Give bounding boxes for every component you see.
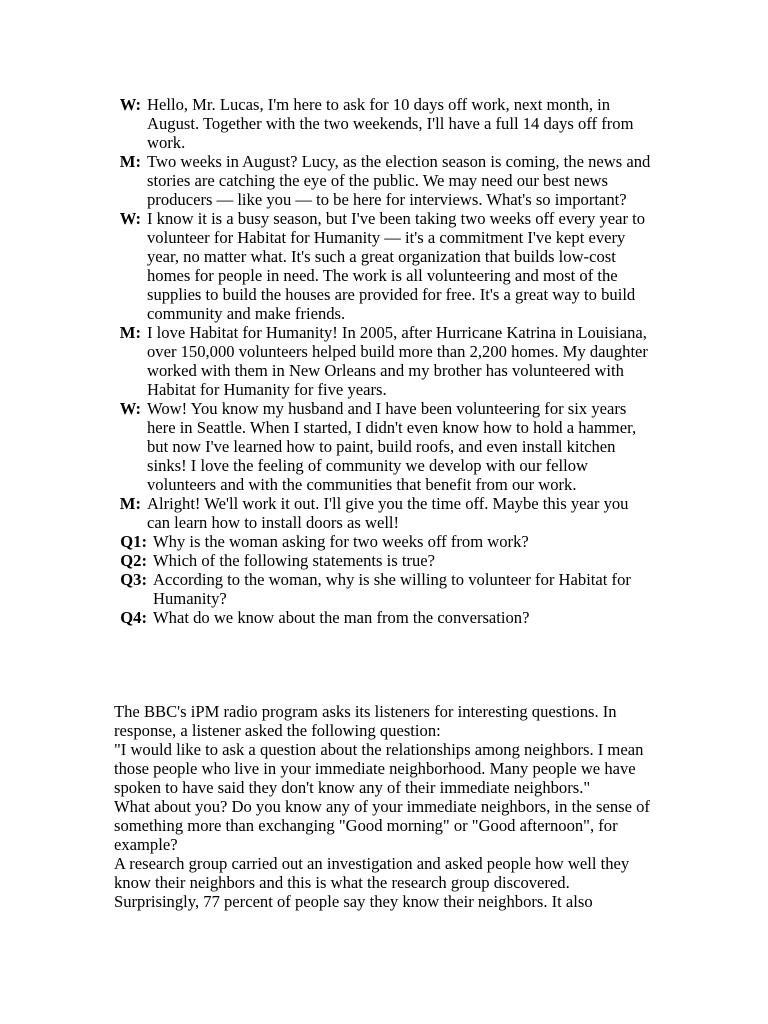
- question-item: [114, 570, 654, 608]
- dialogue-text: I know it is a busy season, but I've been taking two weeks off every year to volunteer for Habitat for Humanity — it's a commitment I've kept every year, no matter what. It's such a great organization that builds low-cost homes for people in need. The work is all volunteering and most of the supplies to build the houses are provided for free. It's a great way to build community and make friends.: [147, 209, 646, 323]
- dialogue-text: I love Habitat for Humanity! In 2005, after Hurricane Katrina in Louisiana, over 150,000 volunteers helped build more than 2,200 homes. My daughter worked with them in New Orleans and my brother has volunteered with Habitat for Humanity for five years.: [147, 323, 648, 399]
- speaker-label: M:: [119, 494, 141, 513]
- dialogue-text: Two weeks in August? Lucy, as the election season is coming, the news and stories are catching the eye of the public. We may need our best news producers — like you — to be here for interviews. What's so important?: [147, 152, 651, 209]
- dialogue-text: Wow! You know my husband and I have been volunteering for six years here in Seattle. When I started, I didn't even know how to hold a hammer, but now I've learned how to paint, build roofs, and even install kitchen sinks! I love the feeling of community we develop with our fellow volunteers and with the communities that benefit from our work.: [147, 399, 637, 494]
- speaker-label: W:: [119, 209, 141, 228]
- speaker-label: M:: [119, 323, 141, 342]
- dialogue-text: Hello, Mr. Lucas, I'm here to ask for 10 days off work, next month, in August. Together with the two weekends, I'll have a full 14 days off from work.: [147, 95, 634, 152]
- dialogue-text: Alright! We'll work it out. I'll give you the time off. Maybe this year you can learn how to install doors as well!: [147, 494, 629, 532]
- speaker-label: W:: [119, 399, 141, 418]
- dialogue-turn: [114, 399, 654, 494]
- question-item: [114, 532, 654, 551]
- passage-paragraph: "I would like to ask a question about the relationships among neighbors. I mean those people who live in your immediate neighborhood. Many people we have spoken to have said they don't know any of their immediate neighbors.": [114, 740, 644, 797]
- dialogue-turn: [114, 152, 654, 209]
- passage-section: [114, 702, 654, 911]
- speaker-label: W:: [119, 95, 141, 114]
- dialogue-turn: [114, 209, 654, 323]
- question-label: Q3:: [120, 570, 147, 589]
- question-label: Q2:: [120, 551, 147, 570]
- dialogue-turn: [114, 95, 654, 152]
- passage-paragraph: What about you? Do you know any of your immediate neighbors, in the sense of something more than exchanging "Good morning" or "Good afternoon", for example?: [114, 797, 650, 854]
- question-label: Q1:: [120, 532, 147, 551]
- question-text: According to the woman, why is she willing to volunteer for Habitat for Humanity?: [153, 570, 631, 608]
- speaker-label: M:: [119, 152, 141, 171]
- question-item: [114, 551, 654, 570]
- question-text: Why is the woman asking for two weeks off from work?: [153, 532, 529, 551]
- question-text: Which of the following statements is true?: [153, 551, 436, 570]
- question-item: [114, 608, 654, 627]
- dialogue-turn: [114, 323, 654, 399]
- passage-paragraph: The BBC's iPM radio program asks its listeners for interesting questions. In response, a listener asked the following question:: [114, 702, 617, 740]
- dialogue-section: [114, 95, 654, 627]
- dialogue-turn: [114, 494, 654, 532]
- question-label: Q4:: [120, 608, 147, 627]
- passage-paragraph: A research group carried out an investigation and asked people how well they know their neighbors and this is what the research group discovered. Surprisingly, 77 percent of people say they know their neighbors. It also: [114, 854, 630, 911]
- question-text: What do we know about the man from the conversation?: [153, 608, 530, 627]
